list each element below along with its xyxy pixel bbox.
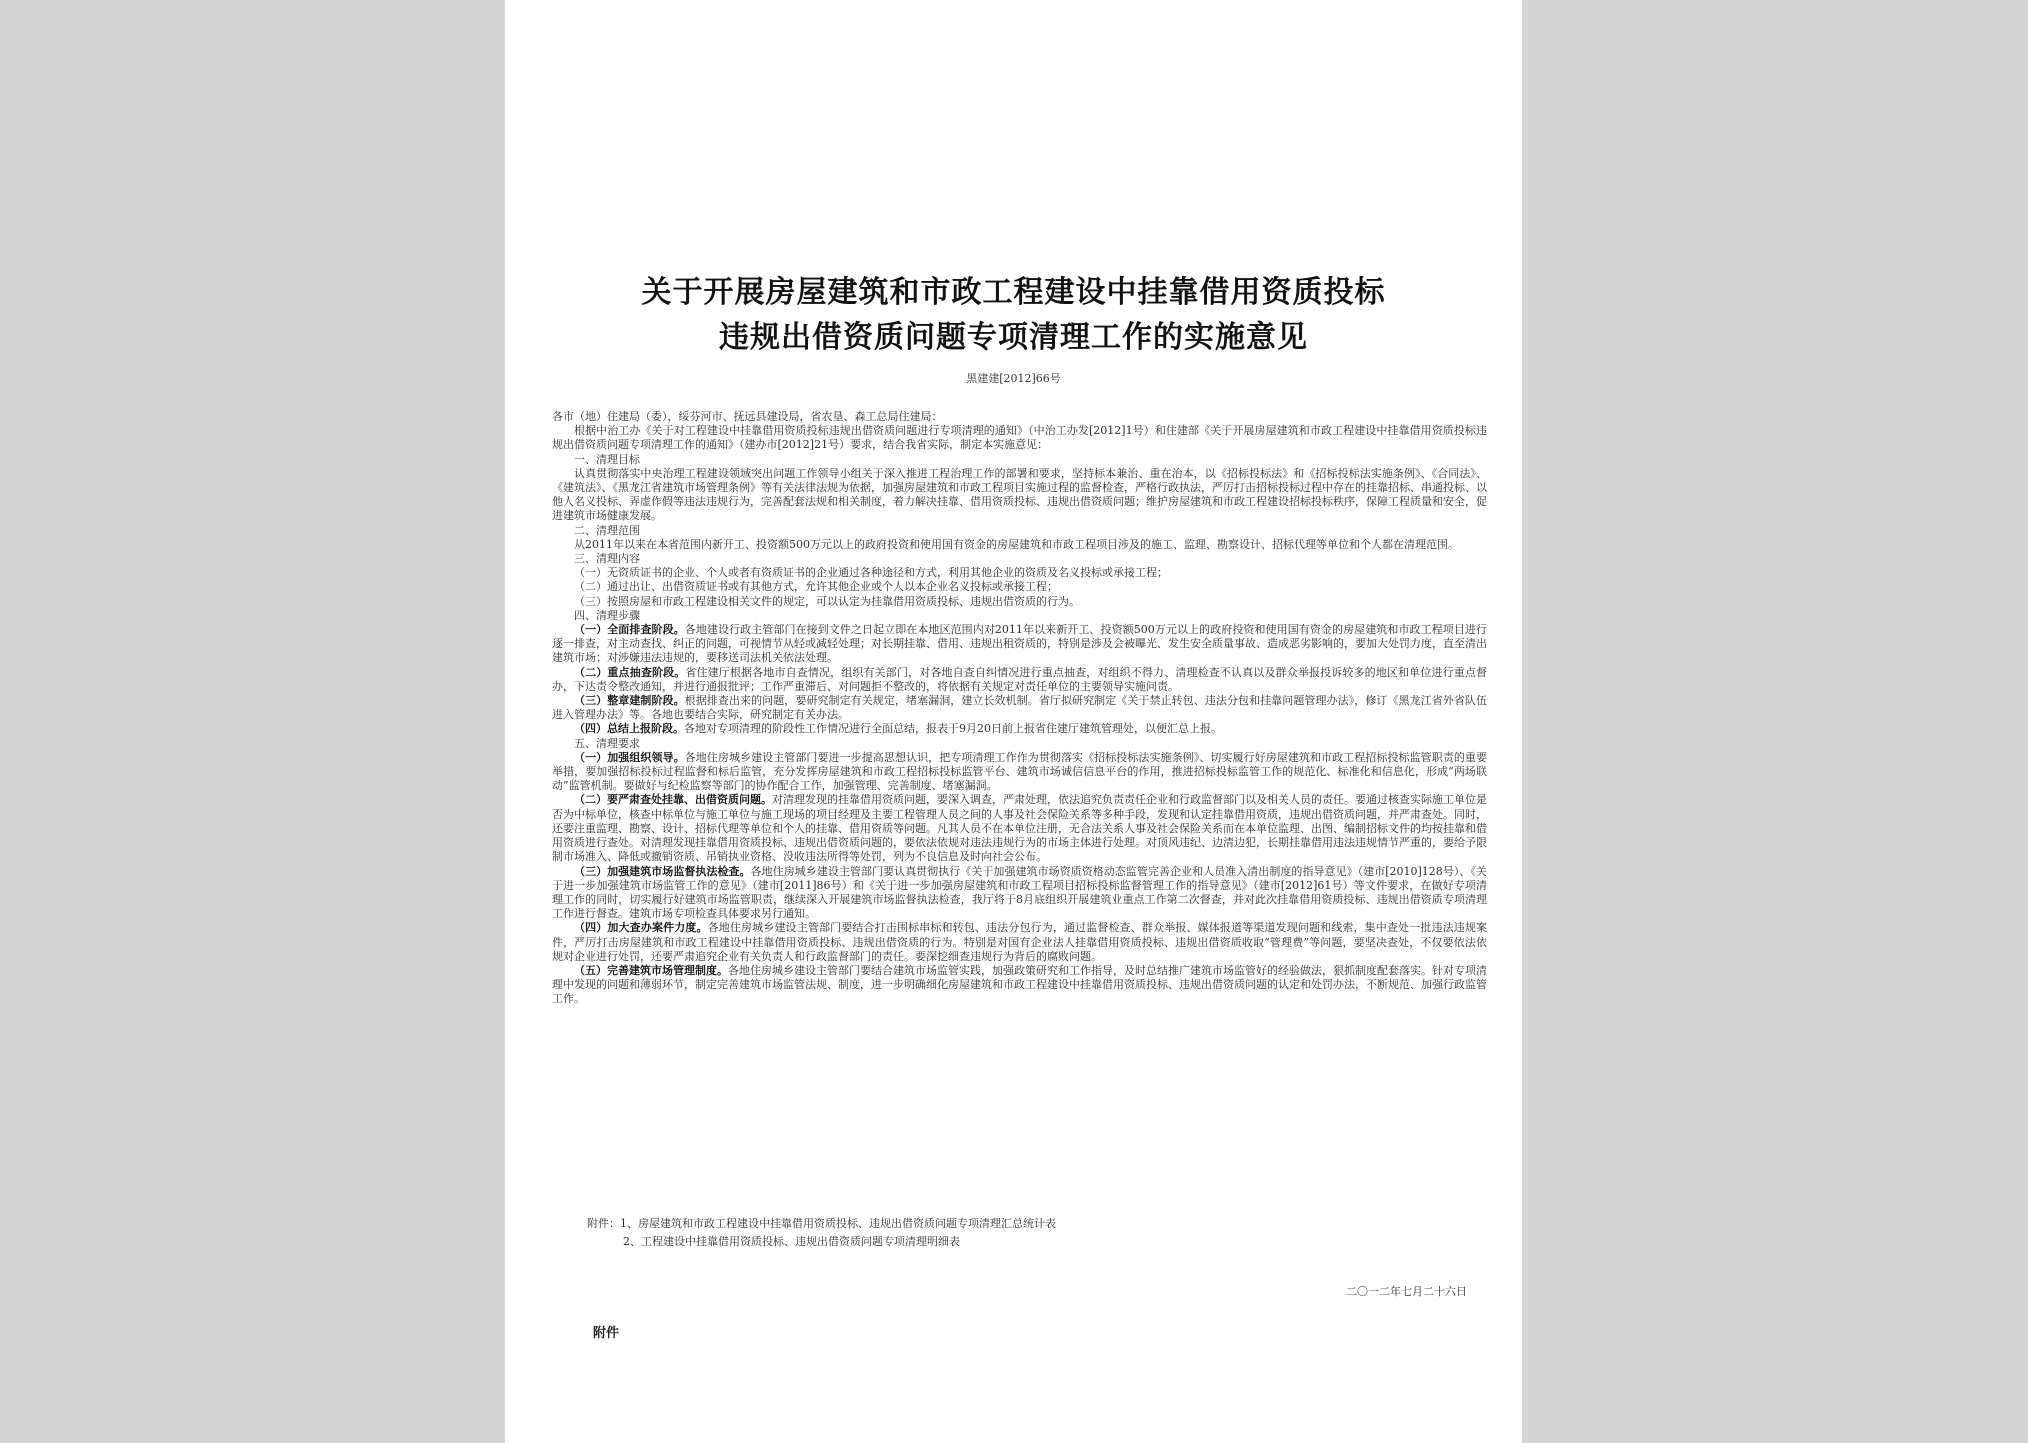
- item-lead: （四）总结上报阶段。: [574, 722, 684, 736]
- item-lead: （三）整章建制阶段。: [574, 694, 685, 708]
- section-1-heading: 一、清理目标: [574, 452, 640, 466]
- item-lead: （一）加强组织领导。: [574, 750, 685, 764]
- addressee: 各市（地）住建局（委），绥芬河市、抚远县建设局，省农垦、森工总局住建局：: [552, 410, 943, 423]
- title-line-1: 关于开展房屋建筑和市政工程建设中挂靠借用资质投标: [641, 275, 1386, 310]
- section-1-text: 认真贯彻落实中央治理工程建设领域突出问题工作领导小组关于深入推进工程治理工作的部署和要求，坚持标本兼治、重在治本，以《招标投标法》和《招标投标法实施条例》、《合同法》、《建筑法》、《黑龙江省建筑市场管理条例》等有关法律法规为依据，加强房屋建筑和市政工程项目实施过程的监督检查，严格行政执法，严厉打击招标投标过程中存在的挂靠招标、串通投标、以他人名义投标、弄虚作假等违法违规行为，完善配套法规和相关制度，着力解决挂靠、借用资质投标、违规出借资质问题；维护房屋建筑和市政工程建设招标投标秩序，保障工程质量和安全，促进建筑市场健康发展。: [552, 466, 1487, 523]
- appendix-heading: 附件: [593, 1326, 620, 1341]
- item-lead: （二）重点抽查阶段。: [574, 665, 686, 679]
- document-number: 黑建建[2012]66号: [966, 372, 1061, 385]
- item-lead: （二）要严肃查处挂靠、出借资质问题。: [574, 793, 772, 807]
- attachments-list: [587, 1215, 1467, 1251]
- section-2-heading: 二、清理范围: [574, 523, 640, 537]
- section-3-item: （三）按照房屋和市政工程建设相关文件的规定，可以认定为挂靠借用资质投标、违规出借资质的行为。: [574, 594, 1080, 608]
- section-5-item: [552, 921, 1487, 964]
- document-title: [505, 270, 1522, 360]
- intro-paragraph: 根据中治工办《关于对工程建设中挂靠借用资质投标违规出借资质问题进行专项清理的通知》（中治工办发[2012]1号）和住建部《关于开展房屋建筑和市政工程建设中挂靠借用资质投标违规出借资质问题专项清理工作的通知》（建办市[2012]21号）要求，结合我省实际，制定本实施意见：: [552, 424, 1487, 452]
- item-lead: （五）完善建筑市场管理制度。: [574, 963, 728, 977]
- item-lead: （四）加大查办案件力度。: [574, 921, 708, 935]
- item-text: 各地建设行政主管部门在接到文件之日起立即在本地区范围内对2011年以来新开工、投资额500万元以上的政府投资和使用国有资金的房屋建筑和市政工程项目进行逐一排查，对主动查找、纠正的问题，可视情节从轻或减轻处理；对长期挂靠、借用、违规出租资质的，特别是涉及会被曝光、发生安全质量事故、造成恶劣影响的，要加大处罚力度，直至清出建筑市场；对涉嫌违法违规的，要移送司法机关依法处理。: [552, 623, 1487, 665]
- attachment-title: 1、房屋建筑和市政工程建设中挂靠借用资质投标、违规出借资质问题专项清理汇总统计表: [620, 1217, 1056, 1230]
- section-4-item: [552, 694, 1487, 722]
- item-text: 各地住房城乡建设主管部门要认真贯彻执行《关于加强建筑市场资质资格动态监管完善企业和人员准入清出制度的指导意见》（建市[2010]128号）、《关于进一步加强建筑市场监管工作的意见》（建市[2011]86号）和《关于进一步加强房屋建筑和市政工程项目招标投标监督管理工作的指导意见》（建市[2012]61号）等文件要求，在做好专项清理工作的同时，切实履行好建筑市场监管职责，继续深入开展建筑市场监督执法检查，我厅将于8月底组织开展建筑业重点工作第二次督查，并对此次挂靠借用资质投标、违规出借资质专项清理工作进行督查。建筑市场专项检查具体要求另行通知。: [552, 864, 1487, 921]
- section-4-item: [552, 666, 1487, 694]
- attachment-title: 2、工程建设中挂靠借用资质投标、违规出借资质问题专项清理明细表: [623, 1235, 960, 1248]
- section-5-item: [552, 865, 1487, 922]
- document-body: [552, 410, 1487, 1007]
- section-4-item: [552, 623, 1487, 666]
- item-lead: （一）全面排查阶段。: [574, 623, 685, 637]
- issue-date: 二〇一二年七月二十六日: [1346, 1285, 1467, 1298]
- item-text: 对清理发现的挂靠借用资质问题，要深入调查，严肃处理，依法追究负责责任企业和行政监督部门以及相关人员的责任。要通过核查实际施工单位是否为中标单位，核查中标单位与施工单位与施工现场的项目经理及主要工程管理人员之间的人事及社会保险关系等多种手段，发现和认定挂靠借用资质，违规出借资质问题，并严肃查处。同时，还要注重监理、勘察、设计、招标代理等单位和个人的挂靠、借用资质等问题。凡其人员不在本单位注册，无合法关系人事及社会保险关系而在本单位监理、出图、编制招标文件的均按挂靠和借用资质进行查处。对清理发现挂靠借用资质投标、违规出借资质问题的，要依法依规对违法违规行为的市场主体进行处理。对顶风违纪、边清边犯，长期挂靠借用违法违规情节严重的，要给予限制市场准入、降低或撤销资质、吊销执业资格、没收违法所得等处罚，列为不良信息及时向社会公布。: [552, 793, 1487, 864]
- title-line-2: 违规出借资质问题专项清理工作的实施意见: [719, 320, 1308, 355]
- section-5-item: [552, 751, 1487, 794]
- section-5-heading: 五、清理要求: [574, 736, 640, 750]
- section-5-item: [552, 793, 1487, 864]
- attachment-item: [587, 1233, 1467, 1251]
- item-text: 各地住房城乡建设主管部门要结合打击围标串标和转包、违法分包行为，通过监督检查、群众举报、媒体报道等渠道发现问题和线索，集中查处一批违法违规案件，严厉打击房屋建筑和市政工程建设中挂靠借用资质投标、违规出借资质的行为。特别是对国有企业法人挂靠借用资质投标、违规出借资质收取“管理费”等问题，要坚决查处，不仅要依法依规对企业进行处罚，还要严肃追究企业有关负责人和行政监督部门的责任。要深挖细查违规行为背后的腐败问题。: [552, 921, 1488, 963]
- section-3-item: （二）通过出让、出借资质证书或有其他方式，允许其他企业或个人以本企业名义投标或承接工程；: [574, 580, 1058, 594]
- section-3-item: （一）无资质证书的企业、个人或者有资质证书的企业通过各种途径和方式，利用其他企业的资质及名义投标或承接工程；: [574, 566, 1168, 580]
- section-2-text: 从2011年以来在本省范围内新开工、投资额500万元以上的政府投资和使用国有资金的房屋建筑和市政工程项目涉及的施工、监理、勘察设计、招标代理等单位和个人都在清理范围。: [574, 537, 1459, 551]
- section-5-item: [552, 964, 1487, 1007]
- item-text: 各地住房城乡建设主管部门要进一步提高思想认识，把专项清理工作作为贯彻落实《招标投标法实施条例》、切实履行好房屋建筑和市政工程招标投标监管职责的重要举措，要加强招标投标过程监督和标后监管，充分发挥房屋建筑和市政工程招标投标监管平台、建筑市场诚信信息平台的作用，推进招标投标监管工作的规范化、标准化和信息化，形成“两场联动”监管机制。要做好与纪检监察等部门的协作配合工作，加强管理、完善制度、堵塞漏洞。: [552, 750, 1487, 793]
- document-page: [505, 0, 1522, 1443]
- section-4-item: [552, 722, 1487, 736]
- item-text: 根据排查出来的问题，要研究制定有关规定，堵塞漏洞，建立长效机制。省厅拟研究制定《关于禁止转包、违法分包和挂靠问题管理办法》，修订《黑龙江省外省队伍进入管理办法》等。各地也要结合实际，研究制定有关办法。: [552, 694, 1487, 722]
- item-lead: （三）加强建筑市场监督执法检查。: [574, 864, 751, 878]
- item-text: 各地对专项清理的阶段性工作情况进行全面总结，报表于9月20日前上报省住建厅建筑管理处，以便汇总上报。: [684, 722, 1222, 736]
- section-3-heading: 三、清理内容: [574, 552, 640, 566]
- attachment-item: [587, 1215, 1467, 1233]
- attachments-label: 附件：: [587, 1217, 620, 1230]
- section-4-heading: 四、清理步骤: [574, 608, 640, 622]
- item-text: 各地住房城乡建设主管部门要结合建筑市场监管实践，加强政策研究和工作指导，及时总结推广建筑市场监管好的经验做法，狠抓制度配套落实。针对专项清理中发现的问题和薄弱环节，制定完善建筑市场监管法规、制度，进一步明确细化房屋建筑和市政工程建设中挂靠借用资质投标、违规出借资质问题的认定和处罚办法，不断规范、加强行政监管工作。: [552, 963, 1487, 1006]
- item-text: 省住建厅根据各地市自查情况，组织有关部门，对各地自查自纠情况进行重点抽查，对组织不得力、清理检查不认真以及群众举报投诉较多的地区和单位进行重点督办，下达责令整改通知，并进行通报批评；工作严重滞后、对问题拒不整改的，将依据有关规定对责任单位的主要领导实施问责。: [552, 665, 1487, 693]
